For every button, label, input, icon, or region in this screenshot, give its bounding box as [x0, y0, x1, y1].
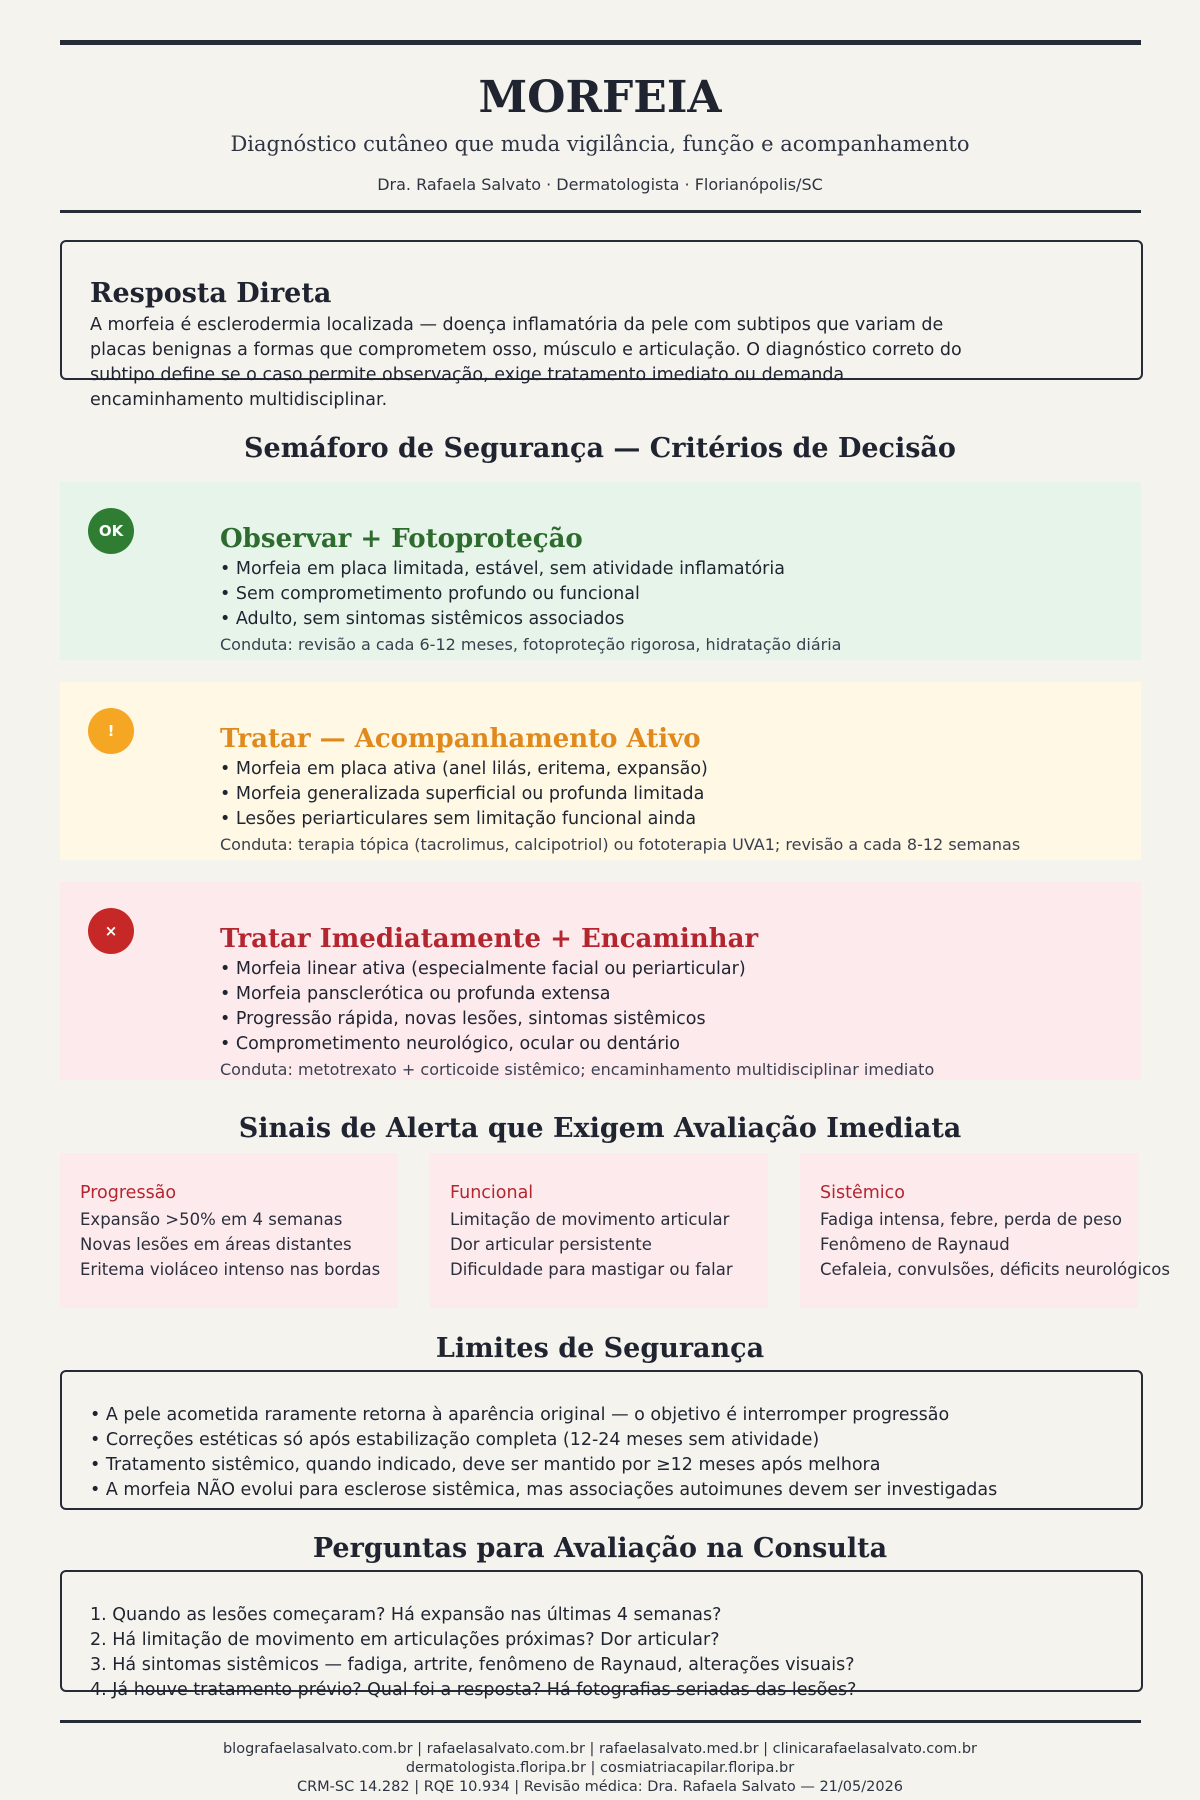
footer-credentials: CRM-SC 14.282 | RQE 10.934 | Revisão médica: Dra. Rafaela Salvato — 21/05/2026 — [296, 1779, 904, 1795]
tier-urgent — [60, 882, 1141, 1080]
list-item: • Comprometimento neurológico, ocular ou dentário — [220, 1034, 680, 1054]
ok-badge-icon: OK — [88, 508, 134, 554]
list-item: • Morfeia em placa limitada, estável, sem atividade inflamatória — [220, 559, 785, 579]
footer-links-secondary: dermatologista.floripa.br | cosmiatriacapilar.floripa.br — [405, 1760, 795, 1776]
tier-treat — [60, 682, 1141, 860]
direct-answer-text: A morfeia é esclerodermia localizada — doença inflamatória da pele com subtipos que variam de placas benignas a formas que comprometem osso, músculo e articulação. O diagnóstico correto do subtipo define se o caso permite observação, exige tratamento imediato ou demanda encaminhamento multidisciplinar. — [90, 315, 962, 410]
list-item: • Morfeia pansclerótica ou profunda extensa — [220, 984, 611, 1004]
list-item: Fenômeno de Raynaud — [820, 1235, 1010, 1254]
tier-observe-title: Observar + Fotoproteção — [220, 524, 583, 554]
alert-card-functional — [430, 1153, 768, 1308]
questions-list — [90, 1603, 856, 1703]
page-subtitle: Diagnóstico cutâneo que muda vigilância, função e acompanhamento — [230, 132, 970, 156]
tier-treat-note: Conduta: terapia tópica (tacrolimus, calcipotriol) ou fototerapia UVA1; revisão a cada 8-12 semanas — [220, 835, 1021, 854]
list-item: Novas lesões em áreas distantes — [80, 1235, 352, 1254]
page-title: MORFEIA — [478, 72, 722, 123]
list-item: 1. Quando as lesões começaram? Há expansão nas últimas 4 semanas? — [90, 1605, 722, 1625]
list-item: • Morfeia em placa ativa (anel lilás, eritema, expansão) — [220, 759, 708, 779]
alert-card-list — [80, 1207, 380, 1282]
list-item: • Morfeia generalizada superficial ou profunda limitada — [220, 784, 705, 804]
tier-treat-list — [220, 757, 708, 832]
footer-rule — [60, 1720, 1141, 1723]
list-item: 3. Há sintomas sistêmicos — fadiga, artrite, fenômeno de Raynaud, alterações visuais? — [90, 1655, 855, 1675]
tier-observe — [60, 482, 1141, 660]
list-item: • Tratamento sistêmico, quando indicado, deve ser mantido por ≥12 meses após melhora — [90, 1455, 881, 1475]
alert-card-list — [450, 1207, 733, 1282]
traffic-light-title: Semáforo de Segurança — Critérios de Decisão — [244, 433, 956, 464]
list-item: • Lesões periarticulares sem limitação funcional ainda — [220, 809, 697, 829]
direct-answer-heading: Resposta Direta — [90, 278, 332, 309]
top-rule — [60, 40, 1141, 45]
alert-card-heading: Funcional — [450, 1183, 534, 1203]
list-item: Fadiga intensa, febre, perda de peso — [820, 1210, 1122, 1229]
list-item: Dificuldade para mastigar ou falar — [450, 1260, 733, 1279]
list-item: • Morfeia linear ativa (especialmente facial ou periarticular) — [220, 959, 746, 979]
list-item: Eritema violáceo intenso nas bordas — [80, 1260, 381, 1279]
list-item: • Sem comprometimento profundo ou funcional — [220, 584, 640, 604]
list-item: • Progressão rápida, novas lesões, sintomas sistêmicos — [220, 1009, 706, 1029]
footer-links: blografaelasalvato.com.br | rafaelasalvato.com.br | rafaelasalvato.med.br | clinicarafaelasalvato.com.br — [222, 1741, 978, 1757]
tier-urgent-note: Conduta: metotrexato + corticoide sistêmico; encaminhamento multidisciplinar imediato — [220, 1060, 935, 1079]
tier-urgent-title: Tratar Imediatamente + Encaminhar — [220, 924, 759, 954]
questions-title: Perguntas para Avaliação na Consulta — [312, 1533, 888, 1564]
close-badge-icon: × — [88, 908, 134, 954]
header-rule — [60, 210, 1141, 213]
alerts-title: Sinais de Alerta que Exigem Avaliação Imediata — [238, 1113, 962, 1144]
list-item: Limitação de movimento articular — [450, 1210, 730, 1229]
list-item: • Adulto, sem sintomas sistêmicos associados — [220, 609, 625, 629]
tier-observe-list — [220, 557, 785, 632]
limits-title: Limites de Segurança — [435, 1333, 765, 1364]
alert-card-heading: Progressão — [80, 1183, 177, 1203]
list-item: Expansão >50% em 4 semanas — [80, 1210, 343, 1229]
list-item: • Correções estéticas só após estabilização completa (12-24 meses sem atividade) — [90, 1430, 820, 1450]
tier-observe-note: Conduta: revisão a cada 6-12 meses, fotoproteção rigorosa, hidratação diária — [220, 635, 842, 654]
limits-list — [90, 1403, 997, 1503]
footer — [0, 1740, 1200, 1797]
author-line: Dra. Rafaela Salvato · Dermatologista · Florianópolis/SC — [377, 175, 823, 194]
alert-card-heading: Sistêmico — [820, 1183, 905, 1203]
tier-treat-title: Tratar — Acompanhamento Ativo — [220, 724, 701, 754]
list-item: Dor articular persistente — [450, 1235, 652, 1254]
alert-card-progression — [60, 1153, 398, 1308]
list-item: • A morfeia NÃO evolui para esclerose sistêmica, mas associações autoimunes devem ser investigadas — [90, 1480, 998, 1500]
alert-card-list — [820, 1207, 1170, 1282]
list-item: 2. Há limitação de movimento em articulações próximas? Dor articular? — [90, 1630, 720, 1650]
list-item: 4. Já houve tratamento prévio? Qual foi a resposta? Há fotografias seriadas das lesões? — [90, 1680, 857, 1700]
list-item: Cefaleia, convulsões, déficits neurológicos — [820, 1260, 1170, 1279]
warning-badge-icon: ! — [88, 708, 134, 754]
tier-urgent-list — [220, 957, 746, 1057]
list-item: • A pele acometida raramente retorna à aparência original — o objetivo é interromper progressão — [90, 1405, 950, 1425]
alert-card-systemic — [800, 1153, 1170, 1308]
